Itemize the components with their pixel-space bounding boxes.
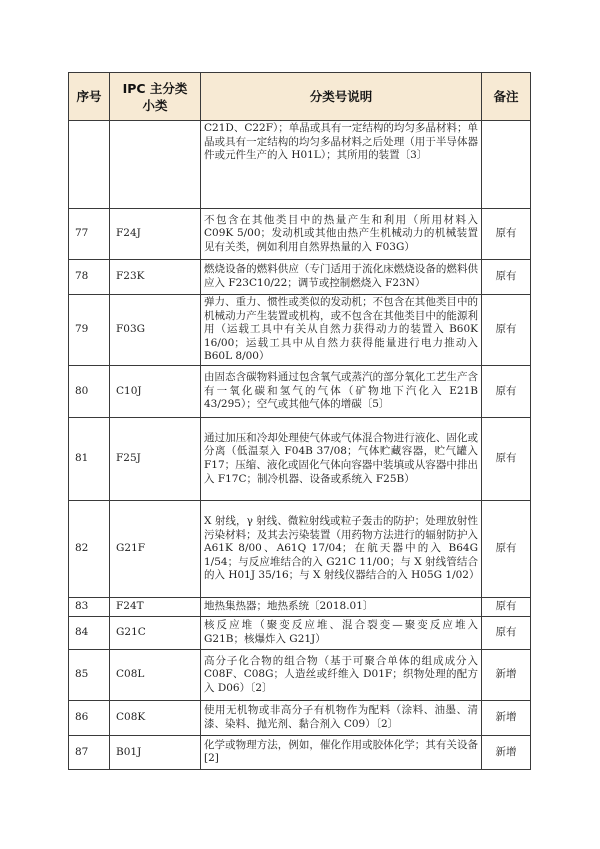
row-desc: 不包含在其他类目中的热量产生和利用（所用材料入 C09K 5/00；发动机或其他由热产生机械动力的机械装置见有关类，例如利用自然界热量的入 F03G） — [201, 209, 482, 260]
row-note: 原有 — [482, 597, 531, 616]
table-row — [69, 209, 531, 260]
row-ipc: F23K — [110, 260, 201, 295]
row-desc: 由固态含碳物料通过包含氧气或蒸汽的部分氧化工艺生产含有一氧化碳和氢气的气体（矿物地下汽化入 E21B 43/295）；空气或其他气体的增碳〔5〕 — [201, 365, 482, 417]
row-desc: 地热集热器；地热系统〔2018.01〕 — [201, 597, 482, 616]
row-desc: X 射线，γ 射线、微粒射线或粒子轰击的防护；处理放射性污染材料；及其去污染装置（用药物方法进行的辐射防护入 A61K 8/00、A61Q 17/04；在航天器中的入 B64G 1/54；与反应堆结合的入 G21C 11/00；与 X 射线管结合的入 H01J 35/16；与 X 射线仪器结合的入 H05G 1/02） — [201, 500, 482, 597]
row-note: 原有 — [482, 260, 531, 295]
table-row — [69, 616, 531, 649]
row-desc: 化学或物理方法，例如，催化作用或胶体化学；其有关设备[2] — [201, 735, 482, 769]
table-row — [69, 597, 531, 616]
row-note: 原有 — [482, 417, 531, 500]
row-ipc: C10J — [110, 365, 201, 417]
row-ipc: C08L — [110, 649, 201, 700]
table-header-row — [69, 73, 531, 121]
row-note: 新增 — [482, 649, 531, 700]
table-row — [69, 365, 531, 417]
row-note: 新增 — [482, 700, 531, 735]
row-ipc — [110, 121, 201, 209]
row-no: 86 — [69, 700, 110, 735]
table-row — [69, 260, 531, 295]
row-no: 81 — [69, 417, 110, 500]
row-desc: 高分子化合物的组合物（基于可聚合单体的组成成分入 C08F、C08G；人造丝或纤维入 D01F；织物处理的配方入 D06）〔2〕 — [201, 649, 482, 700]
header-desc: 分类号说明 — [201, 73, 482, 121]
row-note: 原有 — [482, 365, 531, 417]
header-ipc-line1: IPC 主分类 — [122, 80, 188, 96]
row-ipc: B01J — [110, 735, 201, 769]
row-note: 原有 — [482, 209, 531, 260]
row-note: 新增 — [482, 735, 531, 769]
header-note: 备注 — [482, 73, 531, 121]
row-note: 原有 — [482, 295, 531, 366]
table-row — [69, 700, 531, 735]
row-no: 79 — [69, 295, 110, 366]
header-ipc — [110, 73, 201, 121]
row-ipc: F03G — [110, 295, 201, 366]
row-no: 80 — [69, 365, 110, 417]
row-no: 85 — [69, 649, 110, 700]
row-desc: C21D、C22F）；单晶或具有一定结构的均匀多晶材料；单晶或具有一定结构的均匀多晶材料之后处理（用于半导体器件或元件生产的入 H01L）；其所用的装置〔3〕 — [201, 121, 482, 209]
table-row — [69, 649, 531, 700]
header-ipc-line2: 小类 — [142, 97, 168, 113]
row-note: 原有 — [482, 616, 531, 649]
row-no: 83 — [69, 597, 110, 616]
row-no: 78 — [69, 260, 110, 295]
row-no: 84 — [69, 616, 110, 649]
row-no: 87 — [69, 735, 110, 769]
row-no: 77 — [69, 209, 110, 260]
row-ipc: G21F — [110, 500, 201, 597]
row-ipc: F24J — [110, 209, 201, 260]
row-no — [69, 121, 110, 209]
row-ipc: C08K — [110, 700, 201, 735]
table-row — [69, 121, 531, 209]
row-desc: 核反应堆（聚变反应堆、混合裂变—聚变反应堆入 G21B；核爆炸入 G21J） — [201, 616, 482, 649]
header-no: 序号 — [69, 73, 110, 121]
row-desc: 弹力、重力、惯性或类似的发动机；不包含在其他类目中的机械动力产生装置或机构，或不包含在其他类目中的能源利用（运载工具中有关从自然力获得动力的装置入 B60K 16/00；运载工具中从自然力获得能量进行电力推动入 B60L 8/00） — [201, 295, 482, 366]
row-no: 82 — [69, 500, 110, 597]
row-ipc: F24T — [110, 597, 201, 616]
row-desc: 通过加压和冷却处理使气体或气体混合物进行液化、固化或分离（低温泵入 F04B 37/08；气体贮藏容器，贮气罐入 F17；压缩、液化或固化气体向容器中装填或从容器中排出入 F17C；制冷机器、设备或系统入 F25B） — [201, 417, 482, 500]
classification-table — [68, 72, 531, 770]
row-ipc: G21C — [110, 616, 201, 649]
table-row — [69, 295, 531, 366]
row-note: 原有 — [482, 500, 531, 597]
table-row — [69, 417, 531, 500]
row-desc: 燃烧设备的燃料供应（专门适用于流化床燃烧设备的燃料供应入 F23C10/22；调节或控制燃烧入 F23N） — [201, 260, 482, 295]
table-row — [69, 500, 531, 597]
row-ipc: F25J — [110, 417, 201, 500]
row-desc: 使用无机物或非高分子有机物作为配料（涂料、油墨、清漆、染料、抛光剂、黏合剂入 C09）〔2〕 — [201, 700, 482, 735]
row-note — [482, 121, 531, 209]
table-row — [69, 735, 531, 769]
